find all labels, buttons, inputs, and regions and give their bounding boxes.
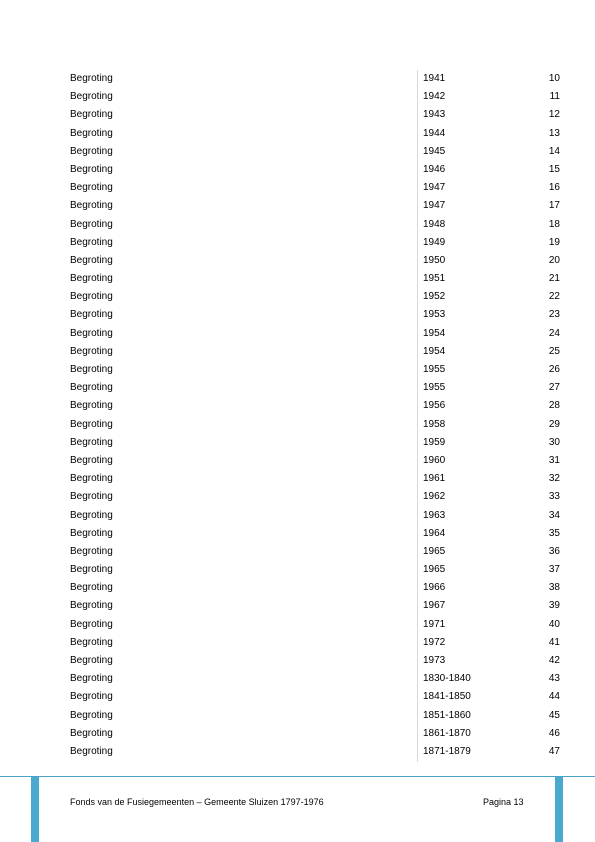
item-number: 26 (548, 364, 560, 375)
item-description: Begroting (70, 273, 113, 285)
item-number: 31 (548, 454, 560, 466)
item-description: Begroting (70, 618, 113, 630)
list-item (70, 543, 570, 561)
list-item (70, 488, 570, 506)
item-year: 1952 (423, 291, 446, 303)
list-item (70, 306, 570, 324)
item-number: 20 (548, 254, 560, 266)
list-item (70, 470, 570, 488)
footer-accent-bar-right (555, 777, 563, 842)
list-item (70, 707, 570, 725)
item-number: 37 (548, 564, 560, 576)
item-year: 1959 (423, 436, 446, 448)
item-description: Begroting (70, 291, 113, 303)
item-year: 1946 (423, 163, 446, 175)
item-year: 1841-1850 (423, 691, 471, 703)
list-item (70, 270, 570, 288)
list-item (70, 216, 570, 234)
item-year: 1961 (423, 473, 446, 485)
item-year: 1861-1870 (423, 727, 471, 739)
item-description: Begroting (70, 600, 113, 612)
list-item (70, 670, 570, 688)
item-year: 1955 (423, 364, 446, 375)
item-year: 1871-1879 (423, 745, 471, 757)
item-year: 1945 (423, 145, 446, 157)
item-description: Begroting (70, 709, 113, 721)
item-number: 11 (549, 91, 560, 103)
item-year: 1955 (423, 382, 446, 394)
item-year: 1954 (423, 345, 446, 357)
item-number: 10 (548, 73, 560, 84)
item-description: Begroting (70, 200, 113, 212)
item-number: 24 (548, 327, 560, 339)
item-description: Begroting (70, 91, 113, 103)
item-number: 43 (548, 673, 560, 685)
item-number: 30 (548, 436, 560, 448)
list-item (70, 597, 570, 615)
list-item (70, 343, 570, 361)
item-description: Begroting (70, 473, 113, 485)
item-number: 34 (548, 509, 560, 521)
item-year: 1949 (423, 236, 446, 248)
item-year: 1972 (423, 636, 446, 648)
inventory-list (70, 70, 570, 761)
item-number: 19 (548, 236, 560, 248)
item-year: 1963 (423, 509, 446, 521)
item-year: 1973 (423, 655, 446, 666)
item-description: Begroting (70, 382, 113, 394)
list-item (70, 70, 570, 88)
item-description: Begroting (70, 636, 113, 648)
item-description: Begroting (70, 527, 113, 539)
item-description: Begroting (70, 127, 113, 139)
list-item (70, 252, 570, 270)
item-description: Begroting (70, 254, 113, 266)
item-year: 1942 (423, 91, 446, 103)
item-description: Begroting (70, 655, 113, 666)
list-item (70, 688, 570, 706)
item-number: 14 (548, 145, 560, 157)
item-year: 1851-1860 (423, 709, 471, 721)
item-number: 17 (548, 200, 560, 212)
list-item (70, 579, 570, 597)
item-number: 18 (548, 218, 560, 230)
item-year: 1947 (423, 182, 446, 194)
list-item (70, 234, 570, 252)
list-item (70, 325, 570, 343)
footer-accent-bar-left (31, 777, 39, 842)
item-year: 1964 (423, 527, 446, 539)
item-description: Begroting (70, 145, 113, 157)
item-number: 13 (548, 127, 560, 139)
footer-document-title: Fonds van de Fusiegemeenten – Gemeente Sluizen 1797-1976 (70, 797, 324, 807)
item-description: Begroting (70, 564, 113, 576)
item-number: 23 (548, 309, 560, 321)
item-number: 35 (548, 527, 560, 539)
item-year: 1967 (423, 600, 446, 612)
item-year: 1966 (423, 582, 446, 594)
item-year: 1958 (423, 418, 446, 430)
item-description: Begroting (70, 509, 113, 521)
item-number: 42 (548, 655, 560, 666)
list-item (70, 725, 570, 743)
item-number: 27 (548, 382, 560, 394)
column-divider (417, 70, 418, 762)
item-year: 1956 (423, 400, 446, 412)
footer-rule (0, 776, 595, 777)
item-year: 1947 (423, 200, 446, 212)
item-description: Begroting (70, 454, 113, 466)
item-year: 1944 (423, 127, 446, 139)
item-description: Begroting (70, 309, 113, 321)
item-description: Begroting (70, 673, 113, 685)
item-year: 1954 (423, 327, 446, 339)
item-number: 21 (548, 273, 560, 285)
item-description: Begroting (70, 182, 113, 194)
item-year: 1948 (423, 218, 446, 230)
item-year: 1953 (423, 309, 446, 321)
item-year: 1943 (423, 109, 446, 121)
list-item (70, 379, 570, 397)
item-number: 22 (548, 291, 560, 303)
list-item (70, 743, 570, 761)
item-number: 40 (548, 618, 560, 630)
list-item (70, 125, 570, 143)
item-year: 1965 (423, 564, 446, 576)
item-description: Begroting (70, 691, 113, 703)
list-item (70, 634, 570, 652)
list-item (70, 561, 570, 579)
item-description: Begroting (70, 109, 113, 121)
item-number: 15 (548, 163, 560, 175)
item-description: Begroting (70, 163, 113, 175)
list-item (70, 161, 570, 179)
list-item (70, 143, 570, 161)
item-number: 12 (548, 109, 560, 121)
item-description: Begroting (70, 345, 113, 357)
item-number: 38 (548, 582, 560, 594)
list-item (70, 507, 570, 525)
item-year: 1960 (423, 454, 446, 466)
item-description: Begroting (70, 418, 113, 430)
item-number: 32 (548, 473, 560, 485)
item-number: 45 (548, 709, 560, 721)
item-number: 28 (548, 400, 560, 412)
list-item (70, 106, 570, 124)
list-item (70, 88, 570, 106)
item-number: 33 (548, 491, 560, 503)
item-year: 1971 (423, 618, 446, 630)
list-item (70, 179, 570, 197)
item-description: Begroting (70, 218, 113, 230)
list-item (70, 397, 570, 415)
item-year: 1830-1840 (423, 673, 471, 685)
item-description: Begroting (70, 727, 113, 739)
item-number: 25 (548, 345, 560, 357)
list-item (70, 434, 570, 452)
list-item (70, 652, 570, 670)
item-description: Begroting (70, 745, 113, 757)
list-item (70, 416, 570, 434)
item-number: 16 (548, 182, 560, 194)
list-item (70, 616, 570, 634)
item-description: Begroting (70, 436, 113, 448)
item-year: 1941 (423, 73, 446, 84)
item-description: Begroting (70, 364, 113, 375)
list-item (70, 452, 570, 470)
list-item (70, 361, 570, 379)
item-description: Begroting (70, 327, 113, 339)
list-item (70, 197, 570, 215)
item-year: 1962 (423, 491, 446, 503)
item-year: 1950 (423, 254, 446, 266)
item-description: Begroting (70, 236, 113, 248)
item-number: 39 (548, 600, 560, 612)
item-description: Begroting (70, 400, 113, 412)
item-year: 1951 (423, 273, 446, 285)
item-description: Begroting (70, 73, 113, 84)
footer-page-number: Pagina 13 (483, 797, 524, 807)
item-description: Begroting (70, 545, 113, 557)
item-description: Begroting (70, 491, 113, 503)
item-number: 41 (548, 636, 560, 648)
item-number: 36 (548, 545, 560, 557)
item-year: 1965 (423, 545, 446, 557)
list-item (70, 525, 570, 543)
item-description: Begroting (70, 582, 113, 594)
item-number: 46 (548, 727, 560, 739)
item-number: 47 (548, 745, 560, 757)
list-item (70, 288, 570, 306)
item-number: 44 (548, 691, 560, 703)
item-number: 29 (548, 418, 560, 430)
